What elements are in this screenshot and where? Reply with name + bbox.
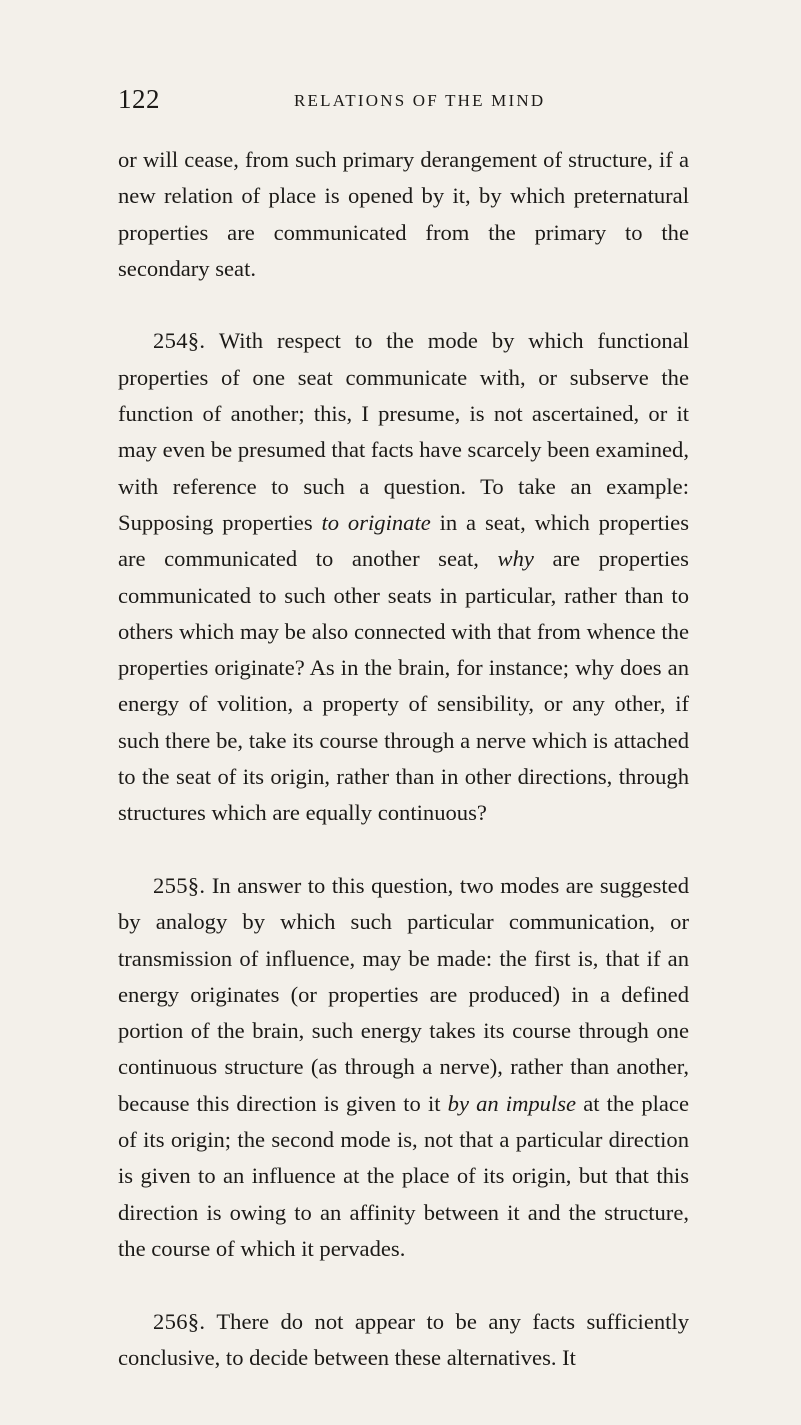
text-segment: In answer to this question, two modes are suggested by analogy by which such particular communication, or transmission of influence, may be made: the first is, that if an energy originates (or properties are produced) in a defined portion of the brain, such energy takes its course through one continuous structure (as through a nerve), rather than another, because this direction is given to it bbox=[118, 872, 689, 1116]
paragraph-255 bbox=[118, 868, 689, 1267]
running-head bbox=[118, 84, 689, 118]
section-number: 255§. bbox=[153, 872, 206, 898]
paragraph-256 bbox=[118, 1304, 689, 1377]
paragraph-gap bbox=[118, 832, 689, 868]
text-segment: in a seat, which properties are communicated to another seat, bbox=[118, 509, 689, 572]
text-segment: or will cease, from such primary derangement of structure, if a new relation of place is opened by it, by which preternatural properties are communicated from the primary to the secondary seat. bbox=[118, 147, 689, 281]
text-segment: There do not appear to be any facts sufficiently conclusive, to decide between these alternatives. It bbox=[118, 1308, 689, 1370]
text-segment: With respect to the mode by which functional properties of one seat communicate with, or subserve the function of another; this, I presume, is not ascertained, or it may even be presumed that facts have scarcely been examined, with reference to such a question. To take an example: Supposing properties bbox=[118, 328, 689, 535]
running-title: RELATIONS OF THE MIND bbox=[294, 91, 546, 110]
italic-segment: why bbox=[497, 546, 534, 572]
paragraph-gap bbox=[118, 287, 689, 323]
paragraph-continuation bbox=[118, 142, 689, 287]
body-text bbox=[118, 142, 689, 1376]
section-number: 256§. bbox=[153, 1308, 206, 1334]
italic-segment: by an impulse bbox=[447, 1090, 577, 1116]
page-number: 122 bbox=[118, 84, 160, 114]
italic-segment: to originate bbox=[321, 509, 431, 535]
paragraph-254 bbox=[118, 323, 689, 831]
paragraph-gap bbox=[118, 1267, 689, 1303]
section-number: 254§. bbox=[153, 328, 206, 354]
text-segment: at the place of its origin; the second mode is, not that a particular direction is given to an influence at the place of its origin, but that this direction is owing to an affinity between it and the structure, the course of which it pervades. bbox=[118, 1090, 689, 1261]
text-segment: are properties communicated to such other seats in particular, rather than to others which may be also connected with that from whence the properties originate? As in the brain, for instance; why does an energy of volition, a property of sensibility, or any other, if such there be, take its course through a nerve which is attached to the seat of its origin, rather than in other directions, through structures which are equally continuous? bbox=[118, 546, 689, 826]
